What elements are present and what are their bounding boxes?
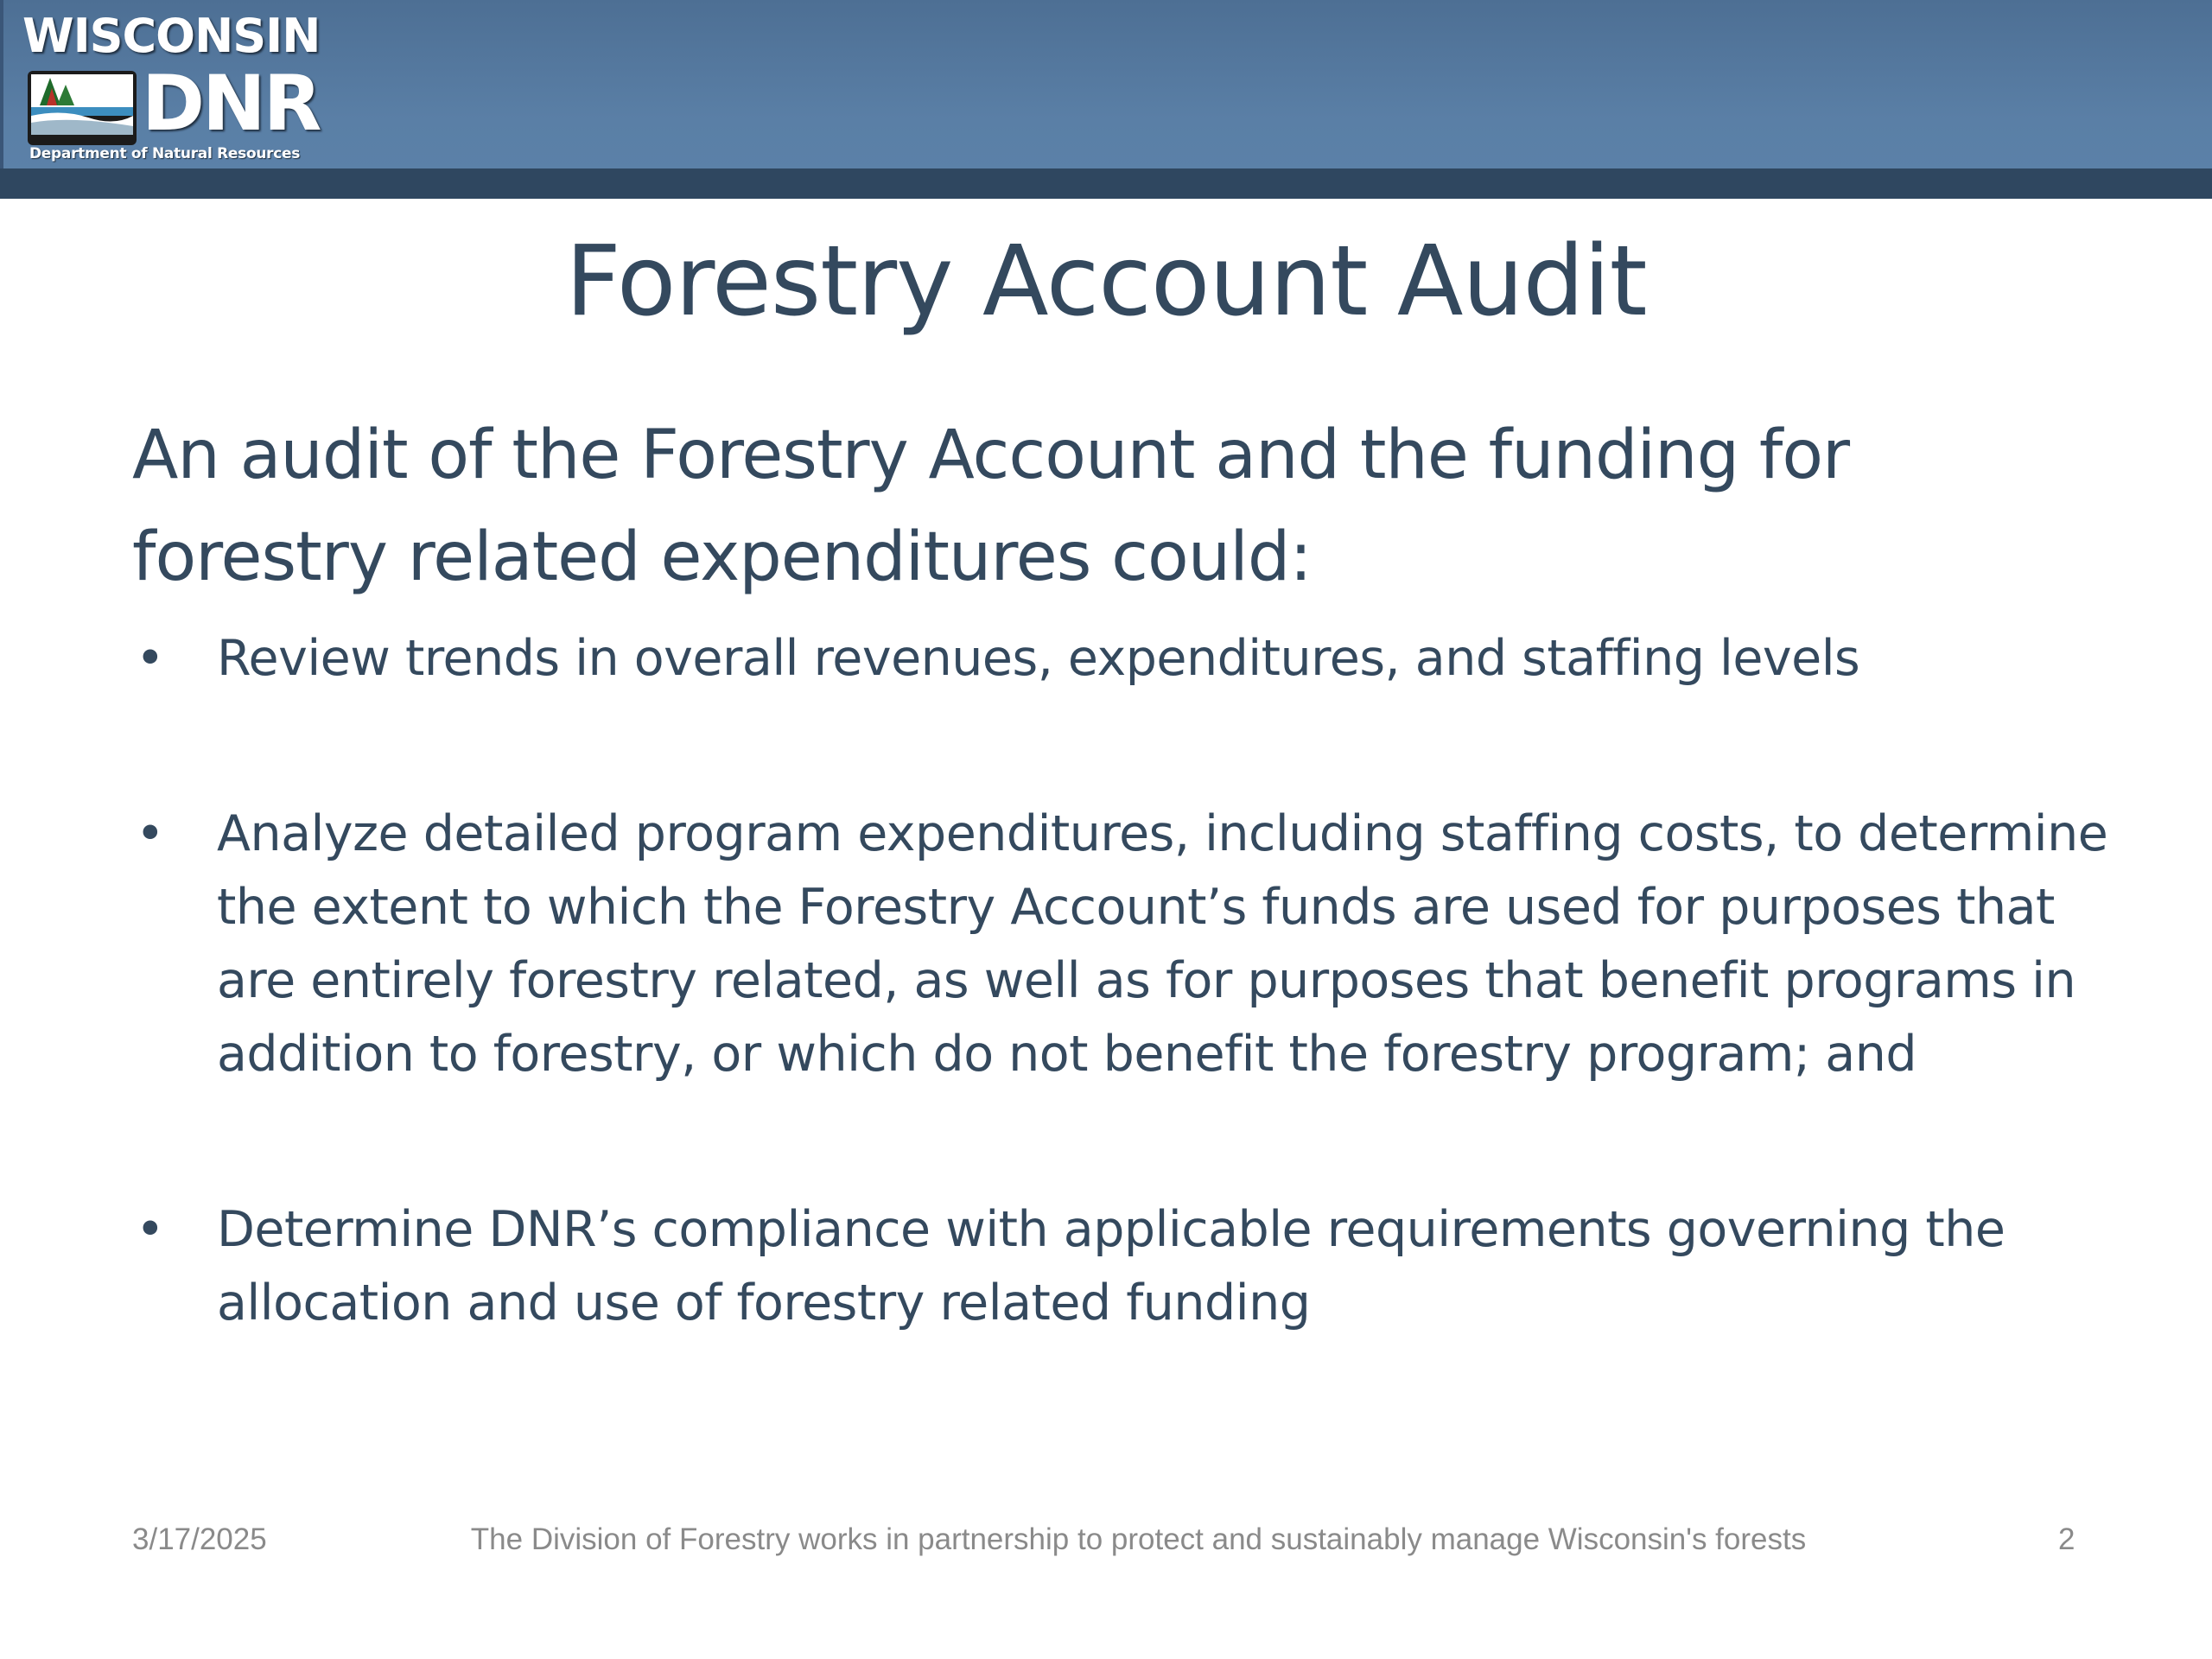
bullet-list <box>132 622 2120 1340</box>
logo-dnr-text: DNR <box>142 59 320 148</box>
bullet-item <box>132 622 2120 696</box>
slide-title: Forestry Account Audit <box>565 226 1647 338</box>
bullet-text: Review trends in overall revenues, expenditures, and staffing levels <box>217 630 1860 687</box>
page-number: 2 <box>2058 1522 2075 1556</box>
bullet-item <box>132 1193 2120 1340</box>
bullet-dot-icon: • <box>136 630 165 687</box>
bullet-dot-icon: • <box>136 1201 165 1258</box>
lead-paragraph: An audit of the Forestry Account and the funding for forestry related expenditures could: <box>132 416 1850 596</box>
bullet-text: Determine DNR’s compliance with applicable requirements governing the allocation and use of forestry related funding <box>217 1201 2005 1332</box>
landscape-logo-icon <box>28 66 140 149</box>
logo-subtitle: Department of Natural Resources <box>29 145 301 162</box>
bullet-text: Analyze detailed program expenditures, including staffing costs, to determine the extent to which the Forestry Account’s funds are used for purposes that are entirely forestry related, as well as for purposes that benefit programs in addition to forestry, or which do not benefit the forestry program; and <box>217 805 2108 1083</box>
footer-tagline: The Division of Forestry works in partnership to protect and sustainably manage Wisconsin's forests <box>470 1522 1807 1556</box>
header-strip <box>0 168 2212 199</box>
logo-wisconsin-text: WISCONSIN <box>22 9 321 63</box>
footer-date: 3/17/2025 <box>132 1522 267 1556</box>
bullet-dot-icon: • <box>136 805 165 862</box>
bullet-item <box>132 798 2120 1091</box>
wisconsin-dnr-logo <box>21 9 332 164</box>
